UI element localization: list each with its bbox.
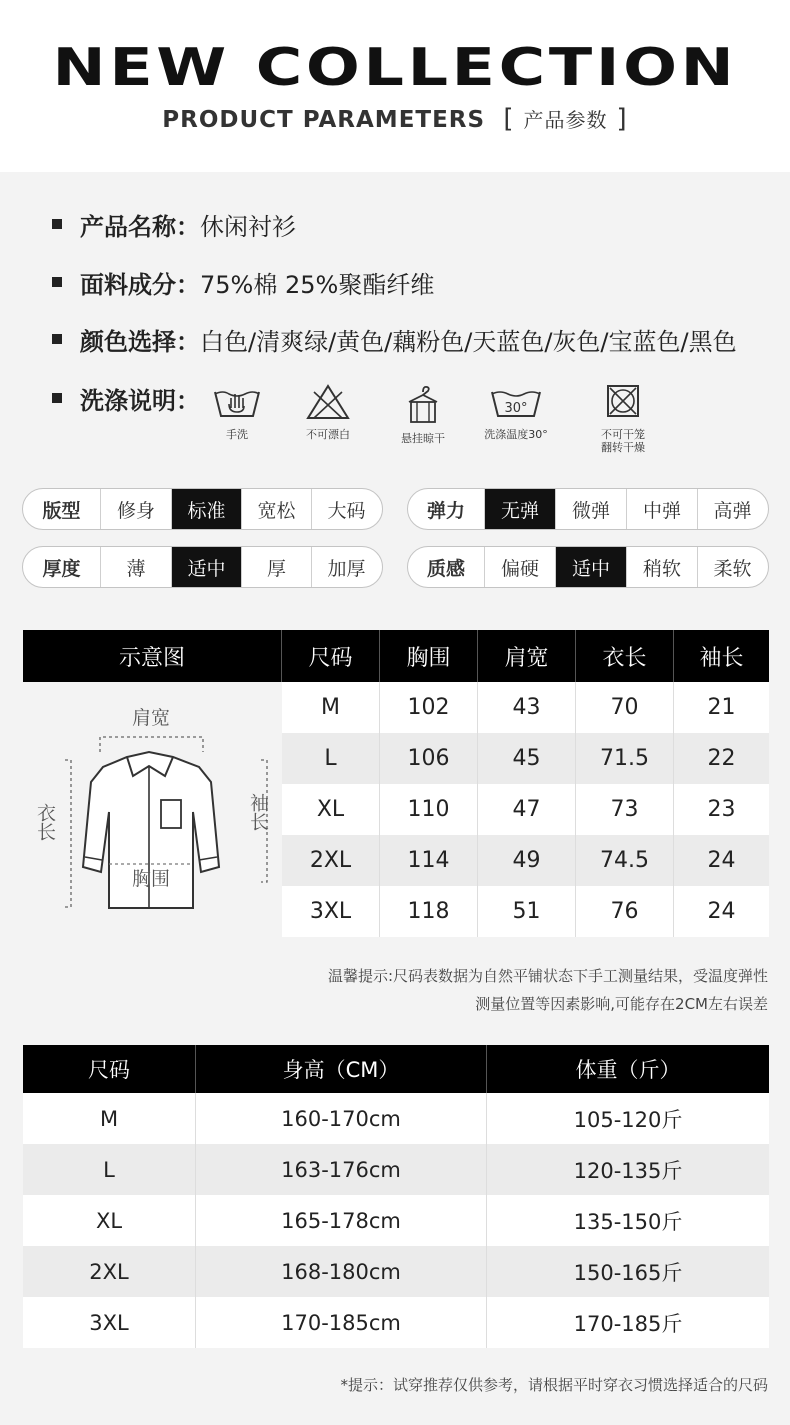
cell-weight: 105-120斤 [573, 1107, 683, 1132]
option-slim[interactable]: 修身 [101, 489, 172, 529]
attr-fit [22, 488, 383, 530]
option-extra-thick[interactable]: 加厚 [327, 557, 366, 580]
cell-length: 70 [576, 682, 674, 733]
page-title: NEW COLLECTION [52, 38, 738, 98]
attr-texture [407, 546, 769, 588]
table-row [282, 784, 769, 835]
header-weight: 体重（斤） [575, 1058, 681, 1082]
cell-size: 3XL [282, 886, 380, 937]
cell-height: 170-185cm [196, 1297, 487, 1348]
svg-text:肩宽: 肩宽 [131, 707, 171, 729]
header [0, 0, 790, 172]
cell-chest: 114 [380, 835, 478, 886]
svg-text:衣长: 衣长 [34, 803, 56, 841]
care-label-2: 翻转干燥 [601, 441, 645, 454]
option-stiff[interactable]: 偏硬 [485, 547, 556, 587]
care-label: 不可干笼 [601, 428, 645, 441]
option-thick[interactable]: 厚 [242, 547, 312, 587]
header-size: 尺码 [23, 1045, 196, 1093]
header-sleeve: 袖长 [699, 645, 744, 671]
cell-size: L [282, 733, 380, 784]
cell-height: 165-178cm [196, 1195, 487, 1246]
param-key: 面料成分： [80, 270, 200, 299]
param-key: 洗涤说明： [80, 386, 200, 415]
cell-sleeve: 24 [707, 848, 736, 873]
option-slight-stretch[interactable]: 微弹 [556, 489, 627, 529]
care-no-tumble [583, 382, 663, 462]
attr-label: 弹力 [408, 489, 485, 529]
care-label: 手洗 [226, 428, 248, 441]
option-high-stretch[interactable]: 高弹 [713, 499, 752, 522]
size-note-line1: 温馨提示:尺码表数据为自然平铺状态下手工测量结果，受温度弹性 [327, 967, 768, 985]
cell-shoulder: 47 [478, 784, 576, 835]
header-size: 尺码 [282, 630, 380, 682]
care-no-bleach [288, 382, 368, 462]
param-colors [52, 322, 737, 356]
table-row [282, 886, 769, 937]
cell-size: M [23, 1093, 196, 1144]
shirt-icon [23, 682, 282, 937]
bullet-icon [52, 393, 62, 403]
cell-weight: 150-165斤 [573, 1260, 683, 1285]
page-subtitle [0, 104, 790, 134]
shirt-diagram [23, 682, 282, 937]
option-thin[interactable]: 薄 [101, 547, 172, 587]
care-hand-wash [197, 382, 277, 462]
cell-shoulder: 45 [478, 733, 576, 784]
cell-shoulder: 49 [478, 835, 576, 886]
size-note [328, 962, 768, 1018]
param-fabric [52, 265, 434, 299]
bullet-icon [52, 277, 62, 287]
option-medium-stretch[interactable]: 中弹 [627, 489, 698, 529]
option-loose[interactable]: 宽松 [242, 489, 312, 529]
wash-30-icon [488, 382, 544, 422]
cell-sleeve: 22 [707, 746, 736, 771]
option-no-stretch[interactable]: 无弹 [485, 489, 556, 529]
bracket-left: [ [494, 104, 515, 134]
attr-thickness [22, 546, 383, 588]
option-standard[interactable]: 标准 [172, 489, 242, 529]
cell-length: 76 [576, 886, 674, 937]
cell-size: 2XL [23, 1246, 196, 1297]
care-label: 悬挂晾干 [401, 432, 445, 445]
cell-size: XL [23, 1195, 196, 1246]
header-height: 身高（CM） [196, 1045, 487, 1093]
cell-length: 73 [576, 784, 674, 835]
bracket-right: ] [616, 104, 628, 134]
cell-sleeve: 24 [707, 899, 736, 924]
hand-wash-icon [211, 382, 263, 422]
param-name [52, 207, 296, 241]
attr-stretch [407, 488, 769, 530]
header-chest: 胸围 [380, 630, 478, 682]
cell-height: 168-180cm [196, 1246, 487, 1297]
header-length: 衣长 [576, 630, 674, 682]
table-row [23, 1195, 769, 1246]
size-note-line2: 测量位置等因素影响,可能存在2CM左右误差 [475, 995, 768, 1013]
param-value: 白色/清爽绿/黄色/藕粉色/天蓝色/灰色/宝蓝色/黑色 [200, 327, 737, 356]
care-label: 不可漂白 [306, 428, 350, 441]
cell-size: 3XL [23, 1297, 196, 1348]
param-care [52, 381, 200, 415]
svg-text:30°: 30° [504, 401, 528, 416]
svg-text:袖长: 袖长 [247, 793, 269, 831]
param-key: 产品名称： [80, 212, 200, 241]
cell-length: 71.5 [576, 733, 674, 784]
subtitle-cn: 产品参数 [523, 108, 608, 132]
table-row [23, 1144, 769, 1195]
option-medium[interactable]: 适中 [172, 547, 242, 587]
option-plus[interactable]: 大码 [327, 499, 366, 522]
cell-weight: 135-150斤 [573, 1209, 683, 1234]
cell-chest: 102 [380, 682, 478, 733]
fit-table-header [23, 1045, 769, 1093]
cell-height: 163-176cm [196, 1144, 487, 1195]
option-slightly-soft[interactable]: 稍软 [627, 547, 698, 587]
cell-shoulder: 43 [478, 682, 576, 733]
cell-chest: 110 [380, 784, 478, 835]
table-row [23, 1093, 769, 1144]
hang-dry-icon [397, 382, 449, 426]
care-label: 洗涤温度30° [484, 428, 548, 441]
bullet-icon [52, 334, 62, 344]
cell-size: XL [282, 784, 380, 835]
cell-size: M [282, 682, 380, 733]
svg-text:胸围: 胸围 [131, 868, 171, 890]
cell-height: 160-170cm [196, 1093, 487, 1144]
cell-weight: 170-185斤 [573, 1311, 683, 1336]
footer-note: *提示：试穿推荐仅供参考，请根据平时穿衣习惯选择适合的尺码 [340, 1376, 768, 1394]
no-bleach-icon [302, 382, 354, 422]
cell-sleeve: 23 [707, 797, 736, 822]
subtitle-en: PRODUCT PARAMETERS [162, 107, 486, 133]
cell-weight: 120-135斤 [573, 1158, 683, 1183]
size-table-header [23, 630, 769, 682]
option-moderate[interactable]: 适中 [556, 547, 627, 587]
param-value: 休闲衬衫 [200, 212, 296, 241]
cell-length: 74.5 [576, 835, 674, 886]
table-row [282, 835, 769, 886]
table-row [282, 682, 769, 733]
cell-sleeve: 21 [707, 695, 736, 720]
attr-label: 厚度 [23, 547, 101, 587]
attr-label: 质感 [408, 547, 485, 587]
care-wash-30 [476, 382, 556, 462]
cell-shoulder: 51 [478, 886, 576, 937]
param-key: 颜色选择： [80, 327, 200, 356]
cell-size: L [23, 1144, 196, 1195]
no-tumble-dry-icon [597, 382, 649, 422]
attr-label: 版型 [23, 489, 101, 529]
table-row [23, 1297, 769, 1348]
cell-chest: 106 [380, 733, 478, 784]
option-soft[interactable]: 柔软 [713, 557, 752, 580]
bullet-icon [52, 219, 62, 229]
header-diagram: 示意图 [23, 630, 282, 682]
header-shoulder: 肩宽 [478, 630, 576, 682]
care-hang-dry [383, 382, 463, 462]
param-value: 75%棉 25%聚酯纤维 [200, 270, 435, 299]
table-row [282, 733, 769, 784]
table-row [23, 1246, 769, 1297]
cell-chest: 118 [380, 886, 478, 937]
cell-size: 2XL [282, 835, 380, 886]
